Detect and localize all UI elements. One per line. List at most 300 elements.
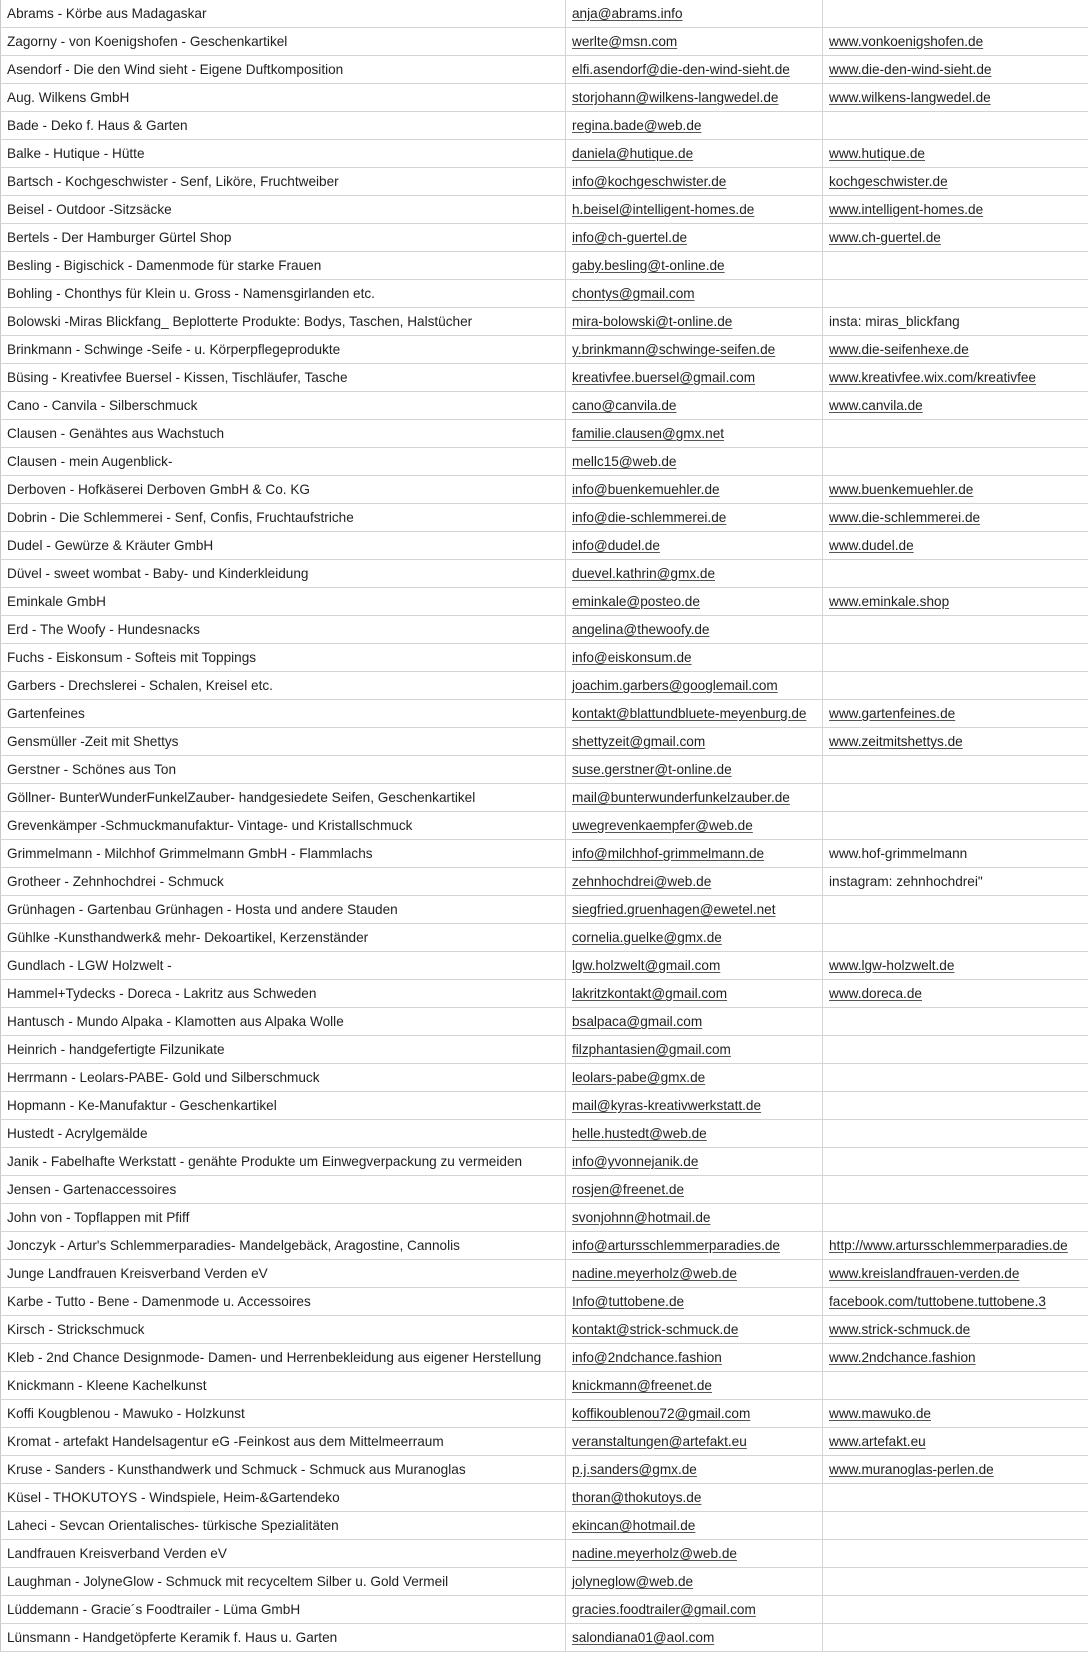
email-cell [566, 504, 823, 532]
email-link[interactable]: knickmann@freenet.de [572, 1378, 712, 1393]
email-cell [566, 896, 823, 924]
email-link[interactable]: uwegrevenkaempfer@web.de [572, 818, 753, 833]
email-cell [566, 1512, 823, 1540]
email-cell [566, 280, 823, 308]
email-cell [566, 1260, 823, 1288]
vendor-name-cell: Bohling - Chonthys für Klein u. Gross - Namensgirlanden etc. [1, 280, 566, 308]
email-link[interactable]: thoran@thokutoys.de [572, 1490, 702, 1505]
email-link[interactable]: filzphantasien@gmail.com [572, 1042, 731, 1057]
email-link[interactable]: bsalpaca@gmail.com [572, 1014, 703, 1029]
table-row [1, 1428, 1088, 1456]
website-link[interactable]: www.mawuko.de [829, 1406, 931, 1421]
vendor-name-cell: Göllner- BunterWunderFunkelZauber- handgesiedete Seifen, Geschenkartikel [1, 784, 566, 812]
vendor-name-cell: Bertels - Der Hamburger Gürtel Shop [1, 224, 566, 252]
table-row [1, 224, 1088, 252]
email-link[interactable]: p.j.sanders@gmx.de [572, 1462, 697, 1477]
vendor-name-cell: Balke - Hutique - Hütte [1, 140, 566, 168]
website-cell [823, 0, 1088, 28]
email-cell [566, 980, 823, 1008]
email-cell [566, 700, 823, 728]
website-cell [823, 784, 1088, 812]
website-link[interactable]: www.canvila.de [829, 398, 923, 413]
website-cell [823, 476, 1088, 504]
website-cell [823, 1344, 1088, 1372]
website-link[interactable]: kochgeschwister.de [829, 174, 948, 189]
website-cell [823, 980, 1088, 1008]
email-cell [566, 952, 823, 980]
email-cell [566, 1456, 823, 1484]
email-link[interactable]: info@artursschlemmerparadies.de [572, 1238, 780, 1253]
website-cell [823, 896, 1088, 924]
table-row [1, 84, 1088, 112]
website-cell [823, 812, 1088, 840]
table-row [1, 1484, 1088, 1512]
website-cell [823, 644, 1088, 672]
table-row [1, 252, 1088, 280]
website-cell [823, 1512, 1088, 1540]
table-row [1, 1120, 1088, 1148]
website-cell [823, 28, 1088, 56]
table-row [1, 1092, 1088, 1120]
email-link[interactable]: nadine.meyerholz@web.de [572, 1266, 737, 1281]
website-cell [823, 252, 1088, 280]
website-cell [823, 756, 1088, 784]
vendor-name-cell: Lünsmann - Handgetöpferte Keramik f. Haus u. Garten [1, 1624, 566, 1652]
email-cell [566, 756, 823, 784]
email-cell [566, 28, 823, 56]
email-cell [566, 784, 823, 812]
website-cell [823, 1456, 1088, 1484]
vendor-name-cell: Gensmüller -Zeit mit Shettys [1, 728, 566, 756]
table-row [1, 924, 1088, 952]
website-cell [823, 1372, 1088, 1400]
table-row [1, 364, 1088, 392]
email-cell [566, 728, 823, 756]
website-link[interactable]: www.die-schlemmerei.de [829, 510, 981, 525]
table-row [1, 812, 1088, 840]
email-link[interactable]: jolyneglow@web.de [572, 1574, 694, 1589]
email-link[interactable]: info@kochgeschwister.de [572, 174, 727, 189]
table-row [1, 1064, 1088, 1092]
table-row [1, 840, 1088, 868]
website-link[interactable]: www.buenkemuehler.de [829, 482, 974, 497]
website-cell [823, 1064, 1088, 1092]
email-link[interactable]: info@ch-guertel.de [572, 230, 688, 245]
vendor-name-cell: Dobrin - Die Schlemmerei - Senf, Confis, Fruchtaufstriche [1, 504, 566, 532]
website-cell [823, 448, 1088, 476]
email-link[interactable]: mail@kyras-kreativwerkstatt.de [572, 1098, 762, 1113]
vendor-name-cell: Asendorf - Die den Wind sieht - Eigene Duftkomposition [1, 56, 566, 84]
email-cell [566, 868, 823, 896]
website-link[interactable]: www.eminkale.shop [829, 594, 950, 609]
table-row [1, 1260, 1088, 1288]
website-cell [823, 1568, 1088, 1596]
email-cell [566, 1008, 823, 1036]
email-link[interactable]: lgw.holzwelt@gmail.com [572, 958, 721, 973]
email-link[interactable]: ekincan@hotmail.de [572, 1518, 696, 1533]
vendor-name-cell: Küsel - THOKUTOYS - Windspiele, Heim-&Gartendeko [1, 1484, 566, 1512]
email-cell [566, 924, 823, 952]
email-cell [566, 532, 823, 560]
website-link[interactable]: www.dudel.de [829, 538, 914, 553]
vendor-name-cell: Knickmann - Kleene Kachelkunst [1, 1372, 566, 1400]
email-cell [566, 1036, 823, 1064]
website-text: www.hof-grimmelmann [829, 846, 968, 861]
email-link[interactable]: daniela@hutique.de [572, 146, 694, 161]
website-link[interactable]: www.intelligent-homes.de [829, 202, 984, 217]
table-row [1, 532, 1088, 560]
table-row [1, 560, 1088, 588]
email-link[interactable]: mail@bunterwunderfunkelzauber.de [572, 790, 790, 805]
website-cell [823, 140, 1088, 168]
vendor-name-cell: Kromat - artefakt Handelsagentur eG -Feinkost aus dem Mittelmeerraum [1, 1428, 566, 1456]
email-link[interactable]: rosjen@freenet.de [572, 1182, 685, 1197]
email-cell [566, 420, 823, 448]
website-link[interactable]: www.die-den-wind-sieht.de [829, 62, 992, 77]
vendor-name-cell: Zagorny - von Koenigshofen - Geschenkartikel [1, 28, 566, 56]
table-row [1, 1456, 1088, 1484]
email-cell [566, 1204, 823, 1232]
email-link[interactable]: gracies.foodtrailer@gmail.com [572, 1602, 756, 1617]
vendor-name-cell: Bartsch - Kochgeschwister - Senf, Liköre, Fruchtweiber [1, 168, 566, 196]
table-row [1, 728, 1088, 756]
email-cell [566, 812, 823, 840]
vendor-name-cell: Hantusch - Mundo Alpaka - Klamotten aus Alpaka Wolle [1, 1008, 566, 1036]
email-cell [566, 644, 823, 672]
email-cell [566, 1120, 823, 1148]
website-link[interactable]: facebook.com/tuttobene.tuttobene.3 [829, 1294, 1046, 1309]
table-row [1, 1148, 1088, 1176]
vendor-name-cell: Karbe - Tutto - Bene - Damenmode u. Accessoires [1, 1288, 566, 1316]
table-row [1, 336, 1088, 364]
email-cell [566, 476, 823, 504]
website-cell [823, 364, 1088, 392]
email-link[interactable]: shettyzeit@gmail.com [572, 734, 706, 749]
table-row [1, 700, 1088, 728]
website-link[interactable]: www.ch-guertel.de [829, 230, 941, 245]
website-cell [823, 1624, 1088, 1652]
vendor-name-cell: Grotheer - Zehnhochdrei - Schmuck [1, 868, 566, 896]
table-row [1, 392, 1088, 420]
vendor-name-cell: Gühlke -Kunsthandwerk& mehr- Dekoartikel, Kerzenständer [1, 924, 566, 952]
email-cell [566, 1176, 823, 1204]
table-row [1, 784, 1088, 812]
website-cell [823, 308, 1088, 336]
email-cell [566, 560, 823, 588]
email-cell [566, 1428, 823, 1456]
email-cell [566, 1232, 823, 1260]
table-row [1, 1232, 1088, 1260]
email-cell [566, 1092, 823, 1120]
vendor-name-cell: Abrams - Körbe aus Madagaskar [1, 0, 566, 28]
vendor-name-cell: Heinrich - handgefertigte Filzunikate [1, 1036, 566, 1064]
website-link[interactable]: www.muranoglas-perlen.de [829, 1462, 994, 1477]
email-link[interactable]: leolars-pabe@gmx.de [572, 1070, 706, 1085]
email-link[interactable]: cano@canvila.de [572, 398, 677, 413]
vendor-name-cell: Brinkmann - Schwinge -Seife - u. Körperpflegeprodukte [1, 336, 566, 364]
email-link[interactable]: duevel.kathrin@gmx.de [572, 566, 716, 581]
website-cell [823, 588, 1088, 616]
website-cell [823, 56, 1088, 84]
website-cell [823, 112, 1088, 140]
email-cell [566, 1624, 823, 1652]
email-link[interactable]: chontys@gmail.com [572, 286, 695, 301]
website-cell [823, 1232, 1088, 1260]
website-cell [823, 392, 1088, 420]
vendor-name-cell: Koffi Kougblenou - Mawuko - Holzkunst [1, 1400, 566, 1428]
email-link[interactable]: zehnhochdrei@web.de [572, 874, 712, 889]
vendor-name-cell: Kruse - Sanders - Kunsthandwerk und Schmuck - Schmuck aus Muranoglas [1, 1456, 566, 1484]
website-cell [823, 1484, 1088, 1512]
email-cell [566, 56, 823, 84]
vendor-name-cell: Hopmann - Ke-Manufaktur - Geschenkartikel [1, 1092, 566, 1120]
website-cell [823, 1400, 1088, 1428]
website-cell [823, 1288, 1088, 1316]
email-link[interactable]: y.brinkmann@schwinge-seifen.de [572, 342, 776, 357]
vendor-name-cell: Düvel - sweet wombat - Baby- und Kinderkleidung [1, 560, 566, 588]
email-link[interactable]: angelina@thewoofy.de [572, 622, 710, 637]
website-link[interactable]: www.lgw-holzwelt.de [829, 958, 955, 973]
website-cell [823, 560, 1088, 588]
table-row [1, 1512, 1088, 1540]
vendor-name-cell: Garbers - Drechslerei - Schalen, Kreisel etc. [1, 672, 566, 700]
table-row [1, 1344, 1088, 1372]
email-cell [566, 1484, 823, 1512]
email-cell [566, 112, 823, 140]
vendor-name-cell: Kleb - 2nd Chance Designmode- Damen- und Herrenbekleidung aus eigener Herstellung [1, 1344, 566, 1372]
table-row [1, 588, 1088, 616]
website-cell [823, 840, 1088, 868]
website-link[interactable]: www.2ndchance.fashion [829, 1350, 976, 1365]
email-link[interactable]: eminkale@posteo.de [572, 594, 700, 609]
vendor-name-cell: Dudel - Gewürze & Kräuter GmbH [1, 532, 566, 560]
website-link[interactable]: www.kreislandfrauen-verden.de [829, 1266, 1020, 1281]
email-cell [566, 1288, 823, 1316]
vendor-name-cell: Laheci - Sevcan Orientalisches- türkische Spezialitäten [1, 1512, 566, 1540]
vendor-name-cell: John von - Topflappen mit Pfiff [1, 1204, 566, 1232]
email-cell [566, 196, 823, 224]
website-cell [823, 1120, 1088, 1148]
table-row [1, 1596, 1088, 1624]
website-cell [823, 168, 1088, 196]
website-cell [823, 224, 1088, 252]
vendor-name-cell: Eminkale GmbH [1, 588, 566, 616]
email-cell [566, 308, 823, 336]
website-cell [823, 1176, 1088, 1204]
email-link[interactable]: veranstaltungen@artefakt.eu [572, 1434, 747, 1449]
vendor-name-cell: Clausen - mein Augenblick- [1, 448, 566, 476]
table-body [1, 0, 1088, 1652]
email-cell [566, 140, 823, 168]
website-cell [823, 868, 1088, 896]
vendor-name-cell: Junge Landfrauen Kreisverband Verden eV [1, 1260, 566, 1288]
table-row [1, 420, 1088, 448]
table-row [1, 280, 1088, 308]
email-link[interactable]: mira-bolowski@t-online.de [572, 314, 733, 329]
table-row [1, 1372, 1088, 1400]
email-link[interactable]: kreativfee.buersel@gmail.com [572, 370, 756, 385]
email-link[interactable]: svonjohnn@hotmail.de [572, 1210, 711, 1225]
table-row [1, 980, 1088, 1008]
website-cell [823, 728, 1088, 756]
table-row [1, 1400, 1088, 1428]
table-row [1, 1288, 1088, 1316]
email-link[interactable]: salondiana01@aol.com [572, 1630, 715, 1645]
email-link[interactable]: info@die-schlemmerei.de [572, 510, 727, 525]
website-link[interactable]: www.wilkens-langwedel.de [829, 90, 991, 105]
website-cell [823, 420, 1088, 448]
website-link[interactable]: www.zeitmitshettys.de [829, 734, 963, 749]
website-cell [823, 1316, 1088, 1344]
vendor-name-cell: Aug. Wilkens GmbH [1, 84, 566, 112]
email-link[interactable]: info@2ndchance.fashion [572, 1350, 722, 1365]
vendor-name-cell: Kirsch - Strickschmuck [1, 1316, 566, 1344]
email-link[interactable]: info@milchhof-grimmelmann.de [572, 846, 765, 861]
vendor-name-cell: Bolowski -Miras Blickfang_ Beplotterte Produkte: Bodys, Taschen, Halstücher [1, 308, 566, 336]
vendor-name-cell: Hammel+Tydecks - Doreca - Lakritz aus Schweden [1, 980, 566, 1008]
table-row [1, 1568, 1088, 1596]
website-cell [823, 616, 1088, 644]
website-cell [823, 84, 1088, 112]
website-link[interactable]: www.strick-schmuck.de [829, 1322, 971, 1337]
table-row [1, 616, 1088, 644]
email-link[interactable]: gaby.besling@t-online.de [572, 258, 725, 273]
email-cell [566, 168, 823, 196]
email-link[interactable]: cornelia.guelke@gmx.de [572, 930, 722, 945]
vendor-name-cell: Hustedt - Acrylgemälde [1, 1120, 566, 1148]
website-cell [823, 672, 1088, 700]
table-row [1, 1204, 1088, 1232]
email-link[interactable]: lakritzkontakt@gmail.com [572, 986, 728, 1001]
email-link[interactable]: kontakt@strick-schmuck.de [572, 1322, 739, 1337]
vendor-name-cell: Jensen - Gartenaccessoires [1, 1176, 566, 1204]
vendor-name-cell: Grimmelmann - Milchhof Grimmelmann GmbH - Flammlachs [1, 840, 566, 868]
vendor-name-cell: Gartenfeines [1, 700, 566, 728]
email-link[interactable]: werlte@msn.com [572, 34, 678, 49]
email-link[interactable]: Info@tuttobene.de [572, 1294, 685, 1309]
email-cell [566, 0, 823, 28]
website-link[interactable]: www.hutique.de [829, 146, 925, 161]
table-row [1, 1008, 1088, 1036]
email-link[interactable]: familie.clausen@gmx.net [572, 426, 725, 441]
website-link[interactable]: www.die-seifenhexe.de [829, 342, 969, 357]
website-cell [823, 1204, 1088, 1232]
email-cell [566, 672, 823, 700]
table-row [1, 112, 1088, 140]
email-link[interactable]: suse.gerstner@t-online.de [572, 762, 732, 777]
email-link[interactable]: h.beisel@intelligent-homes.de [572, 202, 755, 217]
email-link[interactable]: koffikoublenou72@gmail.com [572, 1406, 751, 1421]
website-cell [823, 700, 1088, 728]
website-cell [823, 280, 1088, 308]
vendor-name-cell: Derboven - Hofkäserei Derboven GmbH & Co. KG [1, 476, 566, 504]
email-link[interactable]: info@dudel.de [572, 538, 660, 553]
vendor-name-cell: Gerstner - Schönes aus Ton [1, 756, 566, 784]
table-row [1, 0, 1088, 28]
table-row [1, 140, 1088, 168]
website-cell [823, 1428, 1088, 1456]
email-link[interactable]: info@yvonnejanik.de [572, 1154, 699, 1169]
email-cell [566, 1064, 823, 1092]
website-cell [823, 1148, 1088, 1176]
email-link[interactable]: info@eiskonsum.de [572, 650, 692, 665]
email-link[interactable]: joachim.garbers@googlemail.com [572, 678, 778, 693]
website-text: insta: miras_blickfang [829, 314, 960, 329]
email-link[interactable]: nadine.meyerholz@web.de [572, 1546, 737, 1561]
email-cell [566, 616, 823, 644]
table-row [1, 476, 1088, 504]
email-link[interactable]: siegfried.gruenhagen@ewetel.net [572, 902, 776, 917]
website-cell [823, 1260, 1088, 1288]
email-cell [566, 1568, 823, 1596]
website-link[interactable]: www.gartenfeines.de [829, 706, 956, 721]
email-link[interactable]: kontakt@blattundbluete-meyenburg.de [572, 706, 807, 721]
email-cell [566, 1344, 823, 1372]
website-link[interactable]: www.vonkoenigshofen.de [829, 34, 984, 49]
vendor-name-cell: Janik - Fabelhafte Werkstatt - genähte Produkte um Einwegverpackung zu vermeiden [1, 1148, 566, 1176]
email-cell [566, 1148, 823, 1176]
website-link[interactable]: http://www.artursschlemmerparadies.de [829, 1238, 1068, 1253]
website-link[interactable]: www.artefakt.eu [829, 1434, 926, 1449]
vendor-name-cell: Grünhagen - Gartenbau Grünhagen - Hosta und andere Stauden [1, 896, 566, 924]
table-row [1, 896, 1088, 924]
website-cell [823, 924, 1088, 952]
email-cell [566, 84, 823, 112]
table-row [1, 644, 1088, 672]
email-cell [566, 1400, 823, 1428]
table-row [1, 28, 1088, 56]
vendor-name-cell: Herrmann - Leolars-PABE- Gold und Silberschmuck [1, 1064, 566, 1092]
table-row [1, 504, 1088, 532]
email-link[interactable]: anja@abrams.info [572, 6, 683, 21]
website-cell [823, 532, 1088, 560]
email-cell [566, 224, 823, 252]
email-link[interactable]: helle.hustedt@web.de [572, 1126, 707, 1141]
email-link[interactable]: info@buenkemuehler.de [572, 482, 720, 497]
email-link[interactable]: storjohann@wilkens-langwedel.de [572, 90, 779, 105]
email-cell [566, 1316, 823, 1344]
email-cell [566, 392, 823, 420]
email-cell [566, 252, 823, 280]
website-text: instagram: zehnhochdrei" [829, 874, 983, 889]
vendor-name-cell: Bade - Deko f. Haus & Garten [1, 112, 566, 140]
vendor-name-cell: Grevenkämper -Schmuckmanufaktur- Vintage- und Kristallschmuck [1, 812, 566, 840]
email-link[interactable]: elfi.asendorf@die-den-wind-sieht.de [572, 62, 790, 77]
email-link[interactable]: regina.bade@web.de [572, 118, 702, 133]
website-cell [823, 952, 1088, 980]
website-cell [823, 336, 1088, 364]
table-row [1, 952, 1088, 980]
table-row [1, 1540, 1088, 1568]
table-row [1, 56, 1088, 84]
website-cell [823, 196, 1088, 224]
table-row [1, 308, 1088, 336]
website-cell [823, 1036, 1088, 1064]
website-link[interactable]: www.doreca.de [829, 986, 922, 1001]
website-cell [823, 1008, 1088, 1036]
email-cell [566, 364, 823, 392]
email-link[interactable]: mellc15@web.de [572, 454, 677, 469]
email-cell [566, 840, 823, 868]
email-cell [566, 336, 823, 364]
email-cell [566, 448, 823, 476]
vendor-name-cell: Cano - Canvila - Silberschmuck [1, 392, 566, 420]
website-link[interactable]: www.kreativfee.wix.com/kreativfee [829, 370, 1036, 385]
table-row [1, 756, 1088, 784]
vendor-name-cell: Laughman - JolyneGlow - Schmuck mit recyceltem Silber u. Gold Vermeil [1, 1568, 566, 1596]
email-cell [566, 588, 823, 616]
vendor-name-cell: Clausen - Genähtes aus Wachstuch [1, 420, 566, 448]
